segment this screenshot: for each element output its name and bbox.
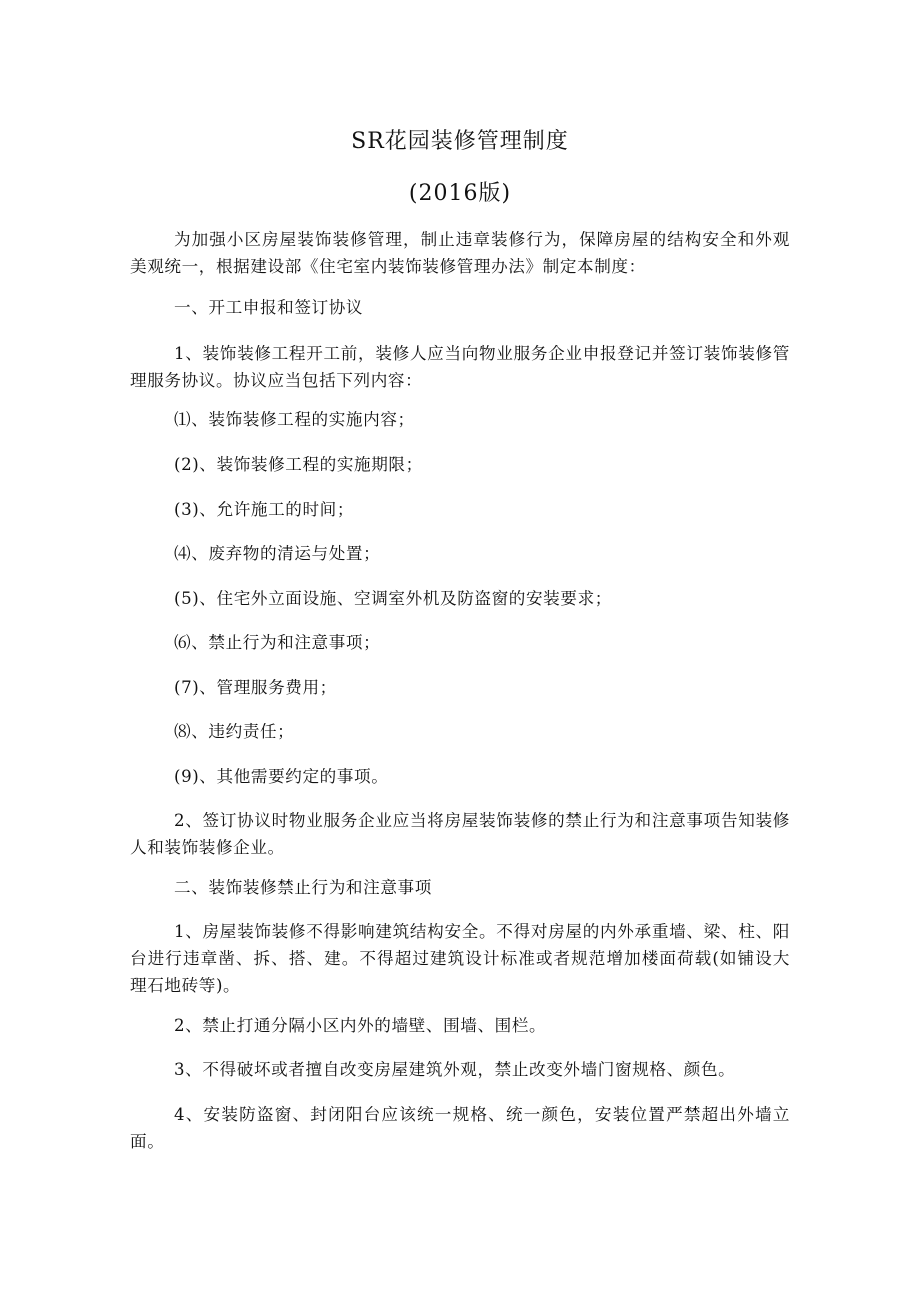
list-item: ⑻、违约责任； — [174, 722, 295, 741]
document-subtitle: (2016版) — [408, 181, 512, 206]
section-heading-1: 一、开工申报和签订协议 — [174, 298, 364, 317]
document-title: SR花园装修管理制度 — [351, 129, 569, 154]
section2-paragraph-4: 4、安装防盗窗、封闭阳台应该统一规格、统一颜色，安装位置严禁超出外墙立面。 — [130, 1105, 790, 1151]
intro-paragraph: 为加强小区房屋装饰装修管理，制止违章装修行为，保障房屋的结构安全和外观美观统一，根据建设部《住宅室内装饰装修管理办法》制定本制度： — [130, 230, 790, 276]
list-item: (7)、管理服务费用； — [174, 678, 337, 697]
section-heading-2: 二、装饰装修禁止行为和注意事项 — [174, 878, 432, 897]
section2-paragraph-2: 2、禁止打通分隔小区内外的墙壁、围墙、围栏。 — [174, 1016, 547, 1035]
section2-paragraph-3: 3、不得破坏或者擅自改变房屋建筑外观，禁止改变外墙门窗规格、颜色。 — [174, 1060, 736, 1079]
list-item: (5)、住宅外立面设施、空调室外机及防盗窗的安装要求； — [174, 589, 612, 608]
section2-paragraph-1: 1、房屋装饰装修不得影响建筑结构安全。不得对房屋的内外承重墙、梁、柱、阳台进行违章凿、拆、搭、建。不得超过建筑设计标准或者规范增加楼面荷载(如铺设大理石地砖等)。 — [130, 922, 790, 995]
list-item: (3)、允许施工的时间； — [174, 500, 355, 519]
list-item: ⑴、装饰装修工程的实施内容； — [174, 410, 415, 429]
list-item: (9)、其他需要约定的事项。 — [174, 767, 389, 786]
section1-paragraph-2: 2、签订协议时物业服务企业应当将房屋装饰装修的禁止行为和注意事项告知装修人和装饰装修企业。 — [130, 811, 790, 857]
list-item: ⑷、废弃物的清运与处置； — [174, 544, 381, 563]
list-item: ⑹、禁止行为和注意事项； — [174, 633, 381, 652]
section1-paragraph-1: 1、装饰装修工程开工前，装修人应当向物业服务企业申报登记并签订装饰装修管理服务协议。协议应当包括下列内容： — [130, 344, 790, 390]
list-item: (2)、装饰装修工程的实施期限； — [174, 455, 423, 474]
